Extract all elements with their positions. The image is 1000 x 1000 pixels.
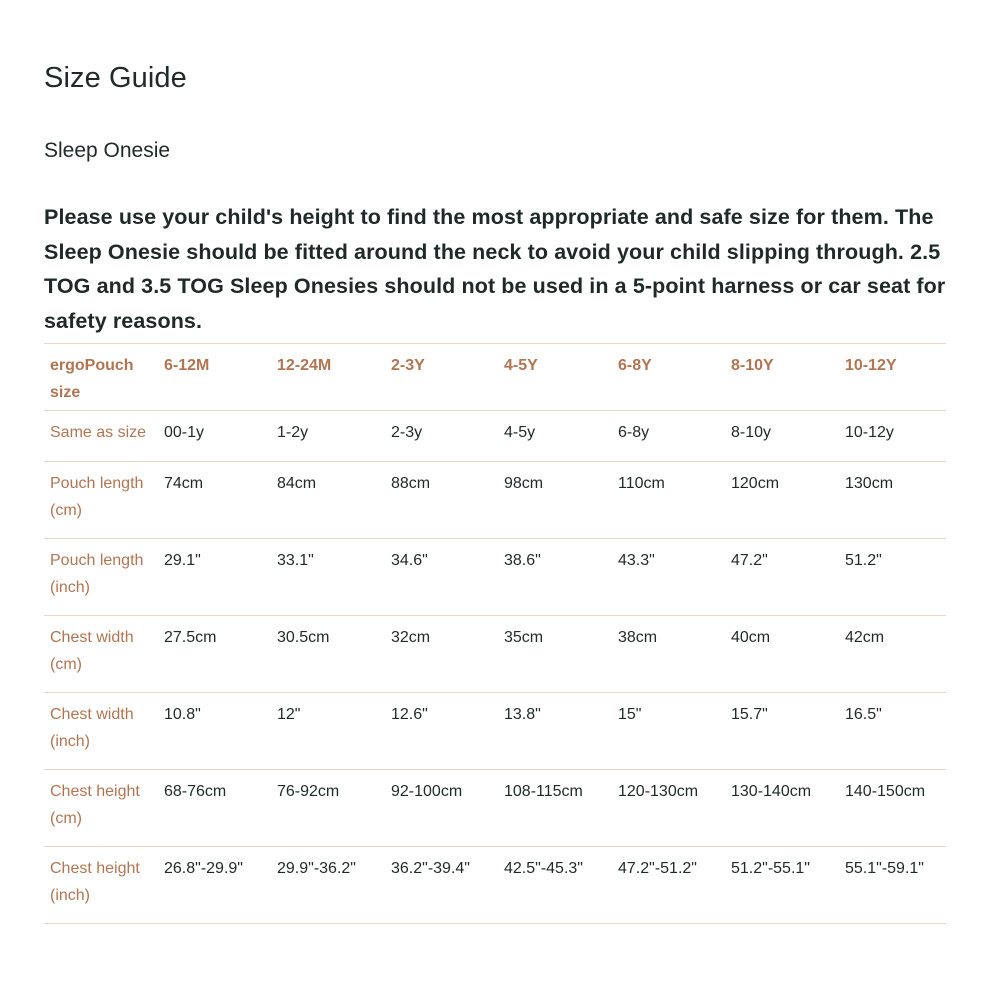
row-label: Chest width (inch) — [44, 693, 158, 770]
table-cell: 35cm — [498, 616, 612, 693]
table-cell: 140-150cm — [839, 770, 946, 847]
table-cell: 76-92cm — [271, 770, 385, 847]
row-label: Chest height (cm) — [44, 770, 158, 847]
row-label: Chest width (cm) — [44, 616, 158, 693]
table-cell: 120cm — [725, 462, 839, 539]
table-cell: 15.7" — [725, 693, 839, 770]
table-row — [44, 411, 946, 462]
column-header: 6-12M — [158, 344, 271, 411]
page-title: Size Guide — [44, 62, 187, 94]
column-header: 8-10Y — [725, 344, 839, 411]
table-row — [44, 770, 946, 847]
table-cell: 33.1" — [271, 539, 385, 616]
table-cell: 12.6" — [385, 693, 498, 770]
product-name: Sleep Onesie — [44, 139, 171, 162]
table-cell: 26.8"-29.9" — [158, 847, 271, 924]
table-row — [44, 693, 946, 770]
table-cell: 38.6" — [498, 539, 612, 616]
column-header: 10-12Y — [839, 344, 946, 411]
table-cell: 42.5"-45.3" — [498, 847, 612, 924]
table-cell: 2-3y — [385, 411, 498, 462]
table-cell: 40cm — [725, 616, 839, 693]
column-header: 6-8Y — [612, 344, 725, 411]
table-cell: 47.2"-51.2" — [612, 847, 725, 924]
table-cell: 47.2" — [725, 539, 839, 616]
table-cell: 51.2" — [839, 539, 946, 616]
table-cell: 34.6" — [385, 539, 498, 616]
table-cell: 32cm — [385, 616, 498, 693]
column-header: 4-5Y — [498, 344, 612, 411]
table-cell: 110cm — [612, 462, 725, 539]
table-cell: 88cm — [385, 462, 498, 539]
column-header: 12-24M — [271, 344, 385, 411]
table-cell: 74cm — [158, 462, 271, 539]
table-cell: 12" — [271, 693, 385, 770]
table-cell: 8-10y — [725, 411, 839, 462]
table-cell: 92-100cm — [385, 770, 498, 847]
table-cell: 13.8" — [498, 693, 612, 770]
table-cell: 29.1" — [158, 539, 271, 616]
row-label: Pouch length (inch) — [44, 539, 158, 616]
table-row — [44, 539, 946, 616]
table-cell: 38cm — [612, 616, 725, 693]
table-row — [44, 847, 946, 924]
table-cell: 51.2"-55.1" — [725, 847, 839, 924]
table-cell: 29.9"-36.2" — [271, 847, 385, 924]
table-cell: 130-140cm — [725, 770, 839, 847]
table-cell: 55.1"-59.1" — [839, 847, 946, 924]
table-cell: 4-5y — [498, 411, 612, 462]
table-cell: 130cm — [839, 462, 946, 539]
table-cell: 16.5" — [839, 693, 946, 770]
row-label: Chest height (inch) — [44, 847, 158, 924]
table-header-row — [44, 344, 946, 411]
table-cell: 30.5cm — [271, 616, 385, 693]
table-cell: 120-130cm — [612, 770, 725, 847]
table-cell: 6-8y — [612, 411, 725, 462]
table-cell: 00-1y — [158, 411, 271, 462]
table-cell: 108-115cm — [498, 770, 612, 847]
table-row — [44, 616, 946, 693]
table-cell: 10.8" — [158, 693, 271, 770]
table-row — [44, 462, 946, 539]
row-label: Pouch length (cm) — [44, 462, 158, 539]
table-cell: 27.5cm — [158, 616, 271, 693]
row-label: Same as size — [44, 411, 158, 462]
table-cell: 42cm — [839, 616, 946, 693]
intro-paragraph: Please use your child's height to find the most appropriate and safe size for them. The Sleep Onesie should be fitted around the neck to avoid your child slipping through. 2.5 TOG and 3.5 TOG Sleep Onesies should not be used in a 5-point harness or car seat for safety reasons. — [44, 205, 946, 333]
size-table — [44, 343, 946, 924]
column-header: 2-3Y — [385, 344, 498, 411]
table-cell: 36.2"-39.4" — [385, 847, 498, 924]
table-cell: 15" — [612, 693, 725, 770]
table-cell: 1-2y — [271, 411, 385, 462]
table-cell: 68-76cm — [158, 770, 271, 847]
table-corner-label: ergoPouch size — [44, 344, 158, 411]
table-cell: 98cm — [498, 462, 612, 539]
table-cell: 84cm — [271, 462, 385, 539]
table-cell: 10-12y — [839, 411, 946, 462]
table-cell: 43.3" — [612, 539, 725, 616]
